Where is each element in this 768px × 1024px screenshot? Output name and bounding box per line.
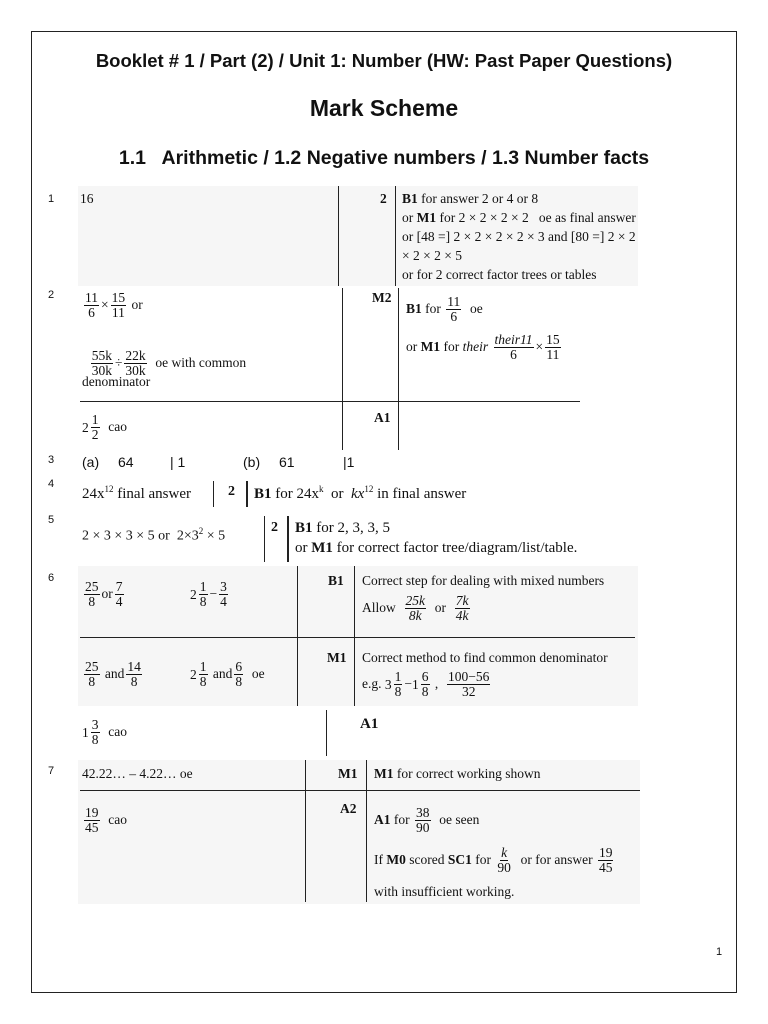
q2-divider-left — [342, 288, 343, 450]
q3-number: 3 — [48, 454, 55, 466]
section-title: 1.1 Arithmetic / 1.2 Negative numbers / 1.3 Number facts — [118, 147, 650, 169]
q7-row-line — [80, 790, 640, 791]
q7-working: 42.22… – 4.22… oe — [82, 766, 193, 781]
q1-guidance-2: or M1 for 2 × 2 × 2 × 2 oe as final answer — [402, 210, 636, 225]
q6-guidance-eg: e.g. 3 $\frac{1}{8}$ − 1 $\frac{6}{8}$ , $\frac{100-56}{32}$ — [362, 669, 490, 700]
q4-divider — [213, 481, 214, 507]
q2-number: 2 — [48, 289, 55, 301]
mark-scheme-title: Mark Scheme — [309, 95, 459, 121]
q4-guidance: B1 for $24x^k$ or $kx^{12}$ in final answer — [254, 484, 467, 502]
q6-divider — [297, 566, 298, 706]
q6-row-line — [80, 637, 635, 638]
q6-divider-2 — [354, 566, 355, 706]
q5-divider — [264, 516, 265, 562]
q2-divider — [398, 288, 399, 450]
q2-mark-2: A1 — [374, 410, 391, 425]
q3-b-value: 61 — [279, 454, 295, 470]
q6-guidance-2: Correct method to find common denominator — [362, 650, 608, 665]
q6-number: 6 — [48, 572, 55, 584]
q2-working-1: $\frac{11}{6}$ × $\frac{15}{11}$ or — [85, 290, 143, 321]
q6-guidance-allow: Allow $\frac{25k}{8k}$ or $\frac{7k}{4k}$ — [362, 593, 469, 624]
q4-answer: $24x^{12}$ final answer — [82, 484, 191, 502]
q6-answer-divider — [326, 710, 327, 756]
q7-divider — [305, 760, 306, 902]
q3-a-mark: | 1 — [170, 454, 186, 470]
q2-row-line — [80, 401, 580, 402]
q2-answer: 2 $\frac{1}{2}$ cao — [82, 412, 127, 443]
q1-guidance-4: × 2 × 2 × 5 — [402, 248, 462, 263]
q1-number: 1 — [48, 193, 55, 205]
q3-b-mark: |1 — [343, 454, 355, 470]
q7-guidance-3: If M0 scored SC1 for $\frac{k}{90}$ or for answer $\frac{19}{45}$ — [374, 845, 613, 876]
q3-b-label: (b) — [243, 454, 261, 470]
q7-mark-2: A2 — [340, 801, 357, 816]
q7-guidance-2: A1 for $\frac{38}{90}$ oe seen — [374, 805, 480, 836]
q6-working-1a: $\frac{25}{8}$ or $\frac{7}{4}$ — [85, 579, 123, 610]
q6-working-2a: $\frac{25}{8}$ and $\frac{14}{8}$ — [85, 659, 141, 690]
q1-guidance-3: or [48 =] 2 × 2 × 2 × 2 × 3 and [80 =] 2 × 2 — [402, 229, 636, 244]
q5-divider-2 — [287, 516, 289, 562]
q1-divider-2 — [395, 186, 396, 286]
booklet-title: Booklet # 1 / Part (2) / Unit 1: Number (HW: Past Paper Questions) — [95, 50, 673, 71]
q7-answer: $\frac{19}{45}$ cao — [85, 805, 127, 836]
q2-guidance-2: or M1 for their $\frac{\text{their11}}{6}$ × $\frac{15}{11}$ — [406, 332, 560, 363]
q5-mark: 2 — [271, 520, 278, 535]
q2-working-2: $\frac{55k}{30k}$ ÷ $\frac{22k}{30k}$ oe with common — [91, 348, 247, 379]
q6-working-1b: 2 $\frac{1}{8}$ − $\frac{3}{4}$ — [190, 579, 227, 610]
q4-mark: 2 — [228, 484, 235, 499]
q6-mark-1: B1 — [328, 573, 344, 588]
q1-guidance-5: or for 2 correct factor trees or tables — [402, 267, 597, 282]
q2-mark-1: M2 — [372, 290, 392, 305]
q5-number: 5 — [48, 514, 55, 526]
q1-guidance-1: B1 for answer 2 or 4 or 8 — [402, 191, 539, 206]
q1-answer: 16 — [80, 191, 94, 206]
q6-mark-2: M1 — [327, 650, 347, 665]
q7-number: 7 — [48, 765, 55, 777]
q7-mark-1: M1 — [338, 766, 358, 781]
q2-working-3: denominator — [82, 374, 151, 389]
q6-answer: 1 $\frac{3}{8}$ cao — [82, 717, 127, 748]
q4-divider-2 — [246, 481, 248, 507]
q5-guidance-2: or M1 for correct factor tree/diagram/list/table. — [295, 540, 578, 556]
q7-divider-2 — [366, 760, 367, 902]
q7-guidance-1: M1 for correct working shown — [374, 766, 541, 781]
q3-a-label: (a) — [82, 454, 100, 470]
q5-answer: 2 × 3 × 3 × 5 or $2\times 3^2 \times 5$ — [82, 526, 226, 544]
q3-a-value: 64 — [118, 454, 134, 470]
q5-guidance-1: B1 for 2, 3, 3, 5 — [295, 520, 391, 536]
q6-mark-3: A1 — [360, 716, 379, 732]
page-number: 1 — [716, 946, 723, 958]
q6-guidance-1: Correct step for dealing with mixed numbers — [362, 573, 605, 588]
q6-working-2b: 2 $\frac{1}{8}$ and $\frac{6}{8}$ oe — [190, 659, 265, 690]
q7-guidance-4: with insufficient working. — [374, 884, 515, 899]
q1-divider — [338, 186, 339, 286]
q2-guidance-1: B1 for $\frac{11}{6}$ oe — [406, 294, 483, 325]
q4-number: 4 — [48, 478, 55, 490]
q1-mark: 2 — [380, 191, 387, 206]
